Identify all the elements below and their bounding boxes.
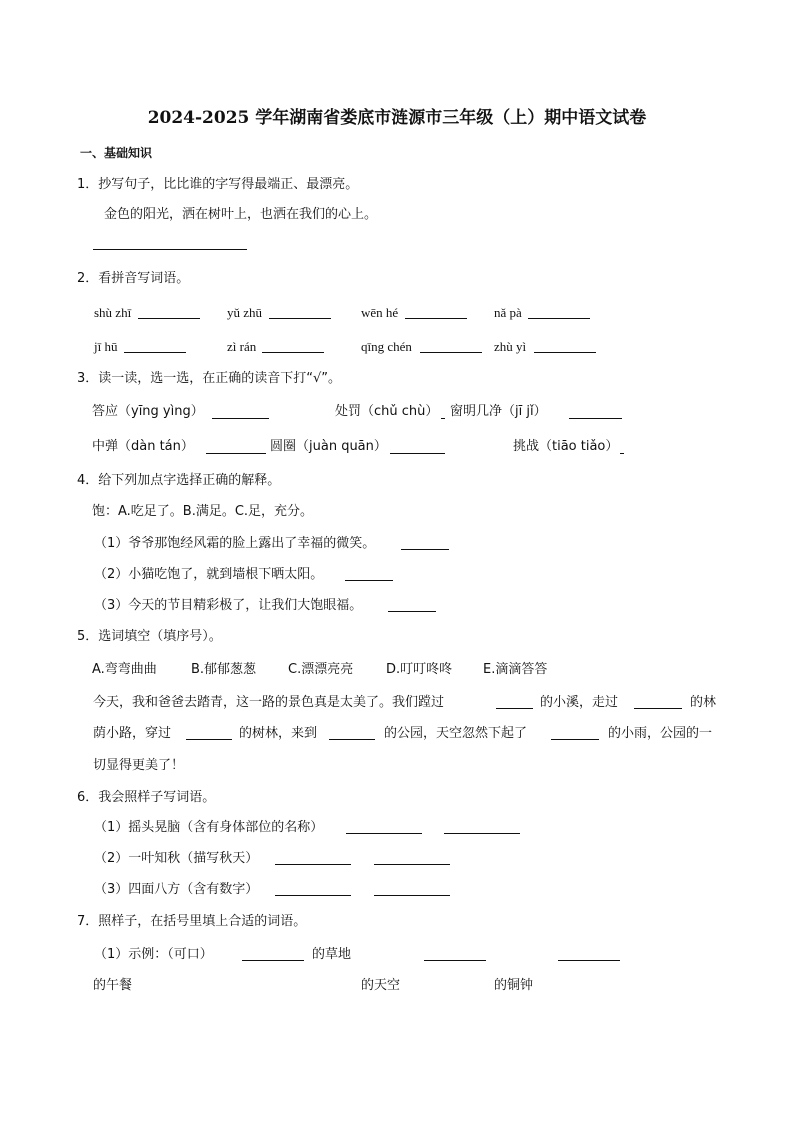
sub-question: （1）爷爷那饱经风霜的脸上露出了幸福的微笑。 bbox=[94, 536, 376, 551]
phrase-text: 的天空 bbox=[361, 978, 401, 993]
pinyin: qīng chén bbox=[361, 339, 412, 354]
answer-line[interactable] bbox=[390, 453, 445, 454]
passage-text: 的林 bbox=[690, 695, 717, 710]
reading-option: 窗明几净（jī jǐ） bbox=[450, 404, 547, 419]
answer-line[interactable] bbox=[634, 708, 682, 709]
pinyin: zì rán bbox=[227, 339, 257, 354]
question-1-sentence: 金色的阳光，洒在树叶上，也洒在我们的心上。 bbox=[104, 207, 378, 222]
answer-line[interactable] bbox=[405, 318, 467, 319]
answer-line[interactable] bbox=[346, 833, 422, 834]
answer-line[interactable] bbox=[242, 960, 304, 961]
word-option: D.叮叮咚咚 bbox=[386, 662, 453, 677]
answer-line[interactable] bbox=[124, 352, 186, 353]
pinyin: wēn hé bbox=[361, 305, 399, 320]
sub-question: （2）一叶知秋（描写秋天） bbox=[94, 851, 259, 866]
word-option: A.弯弯曲曲 bbox=[92, 662, 157, 677]
passage-text: 的小溪，走过 bbox=[540, 695, 619, 710]
word-option: C.漂漂亮亮 bbox=[288, 662, 354, 677]
answer-line[interactable] bbox=[275, 864, 351, 865]
pinyin: yǔ zhū bbox=[227, 305, 263, 320]
question-2-prompt: 2．看拼音写词语。 bbox=[77, 271, 190, 286]
question-5-prompt: 5．选词填空（填序号）。 bbox=[77, 629, 222, 644]
answer-line[interactable] bbox=[620, 453, 624, 454]
question-6-prompt: 6．我会照样子写词语。 bbox=[77, 790, 216, 805]
answer-line[interactable] bbox=[93, 249, 247, 250]
answer-line[interactable] bbox=[496, 708, 533, 709]
answer-line[interactable] bbox=[558, 960, 620, 961]
phrase-text: 的午餐 bbox=[93, 978, 133, 993]
pinyin: zhù yì bbox=[494, 339, 527, 354]
sub-question: （3）今天的节目精彩极了，让我们大饱眼福。 bbox=[94, 598, 363, 613]
answer-line[interactable] bbox=[206, 453, 266, 454]
answer-line[interactable] bbox=[424, 960, 486, 961]
answer-line[interactable] bbox=[534, 352, 596, 353]
answer-line[interactable] bbox=[551, 739, 599, 740]
answer-line[interactable] bbox=[388, 611, 436, 612]
answer-line[interactable] bbox=[262, 352, 324, 353]
answer-line[interactable] bbox=[401, 549, 449, 550]
example: （1）示例：（可口） bbox=[94, 947, 213, 962]
phrase-text: 的铜钟 bbox=[494, 978, 534, 993]
answer-line[interactable] bbox=[420, 352, 482, 353]
question-3-prompt: 3．读一读，选一选，在正确的读音下打“√”。 bbox=[77, 371, 342, 386]
sub-question: （3）四面八方（含有数字） bbox=[94, 882, 259, 897]
pinyin: jī hū bbox=[94, 339, 118, 354]
question-4-prompt: 4．给下列加点字选择正确的解释。 bbox=[77, 473, 281, 488]
reading-option: 处罚（chǔ chù） bbox=[335, 404, 439, 419]
sub-question: （1）摇头晃脑（含有身体部位的名称） bbox=[94, 820, 324, 835]
answer-line[interactable] bbox=[569, 418, 622, 419]
word-option: B.郁郁葱葱 bbox=[191, 662, 257, 677]
passage-text: 切显得更美了！ bbox=[93, 758, 185, 773]
answer-line[interactable] bbox=[212, 418, 269, 419]
page-title: 2024-2025 学年湖南省娄底市涟源市三年级（上）期中语文试卷 bbox=[147, 108, 647, 128]
reading-option: 挑战（tiāo tiǎo） bbox=[513, 439, 619, 454]
answer-line[interactable] bbox=[269, 318, 331, 319]
question-7-prompt: 7．照样子，在括号里填上合适的词语。 bbox=[77, 914, 307, 929]
answer-line[interactable] bbox=[374, 895, 450, 896]
passage-text: 的树林，来到 bbox=[239, 726, 318, 741]
passage-text: 的公园，天空忽然下起了 bbox=[384, 726, 528, 741]
reading-option: 答应（yīng yìng） bbox=[92, 404, 204, 419]
answer-line[interactable] bbox=[345, 580, 393, 581]
word-option: E.滴滴答答 bbox=[483, 662, 548, 677]
passage-text: 荫小路，穿过 bbox=[93, 726, 172, 741]
reading-option: 圆圈（juàn quān） bbox=[270, 439, 387, 454]
answer-line[interactable] bbox=[444, 833, 520, 834]
passage-text: 今天，我和爸爸去踏青，这一路的景色真是太美了。我们蹚过 bbox=[93, 695, 445, 710]
pinyin: shù zhī bbox=[94, 305, 132, 320]
reading-option: 中弹（dàn tán） bbox=[92, 439, 194, 454]
question-1-prompt: 1．抄写句子，比比谁的字写得最端正、最漂亮。 bbox=[77, 177, 359, 192]
answer-line[interactable] bbox=[329, 739, 375, 740]
passage-text: 的小雨，公园的一 bbox=[608, 726, 713, 741]
answer-line[interactable] bbox=[374, 864, 450, 865]
definition: 饱：A.吃足了。B.满足。C.足，充分。 bbox=[92, 504, 314, 519]
answer-line[interactable] bbox=[186, 739, 232, 740]
section-heading: 一、基础知识 bbox=[80, 146, 153, 160]
answer-line[interactable] bbox=[138, 318, 200, 319]
phrase-text: 的草地 bbox=[312, 947, 352, 962]
sub-question: （2）小猫吃饱了，就到墙根下晒太阳。 bbox=[94, 567, 324, 582]
answer-line[interactable] bbox=[275, 895, 351, 896]
answer-line[interactable] bbox=[528, 318, 590, 319]
pinyin: nǎ pà bbox=[494, 305, 522, 320]
answer-line[interactable] bbox=[441, 418, 445, 419]
